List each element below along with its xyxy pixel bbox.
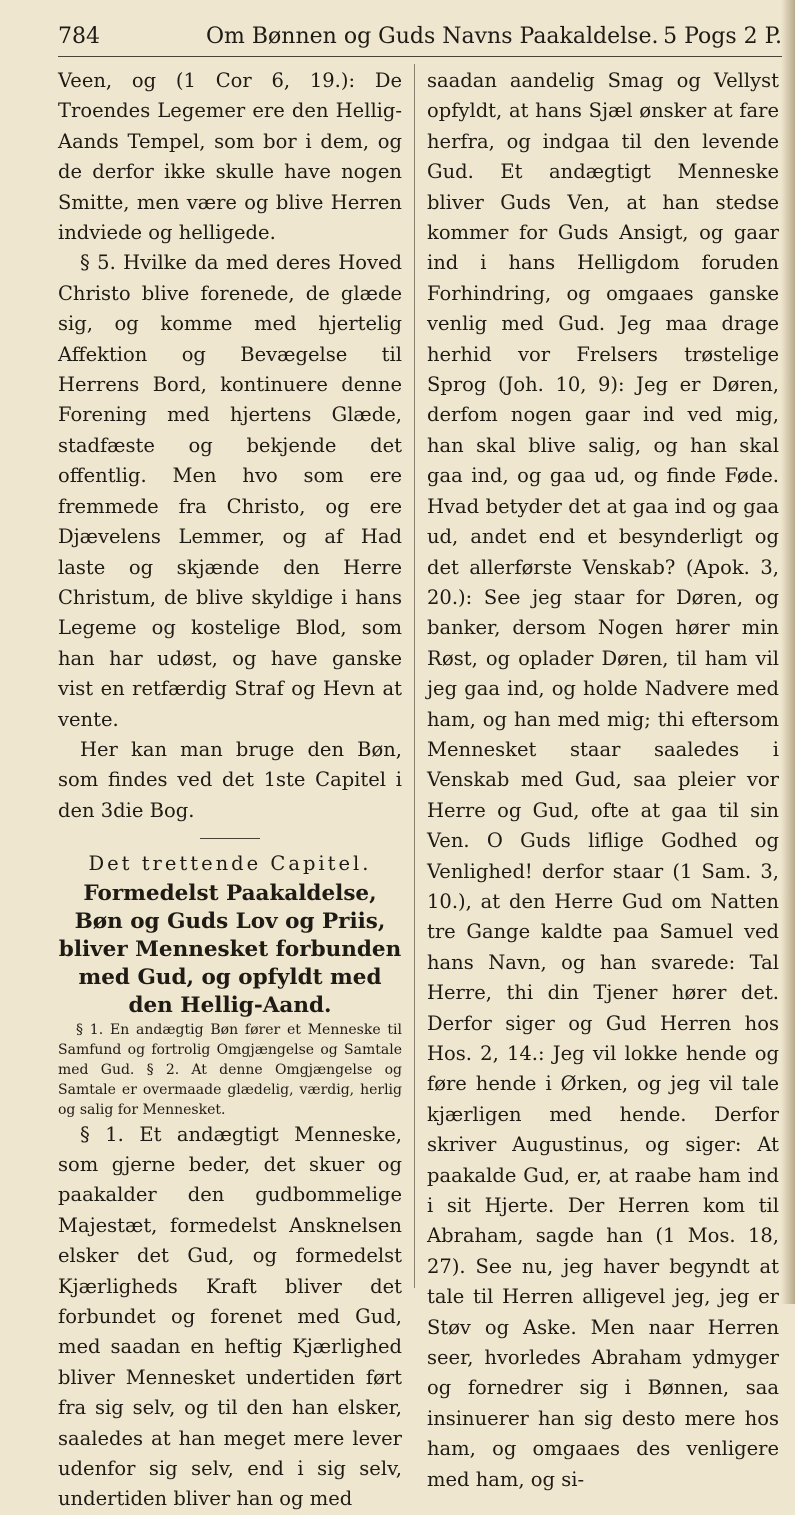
paragraph: Veen, og (1 Cor 6, 19.): De Troendes Legemer ere den Hellig-Aands Tempel, som bor i dem, og de derfor ikke skulle have nogen Smitte, men være og blive Herren indviede og helligede. bbox=[58, 69, 402, 245]
paragraph: Her kan man bruge den Bøn, som findes ved det 1ste Capitel i den 3die Bog. bbox=[58, 737, 402, 822]
section-divider bbox=[200, 838, 260, 839]
chapter-summary: § 1. En andægtig Bøn fører et Menneske til Samfund og fortrolig Omgjængelse og Samtale med Gud. § 2. At denne Omgjængelse og Samtale er overmaade glædelig, værdig, herlig og salig for Mennesket. bbox=[58, 1021, 402, 1118]
signature-mark: 5 Pogs 2 P. bbox=[663, 24, 782, 49]
chapter-title: Formedelst Paakaldelse, Bøn og Guds Lov og Priis, bliver Mennesket forbunden med Gud, og opfyldt med den Hellig-Aand. bbox=[58, 880, 402, 1018]
paragraph: § 1. Et andægtigt Menneske, som gjerne beder, det skuer og paakalder den gudbommelige Majestæt, formedelst Ansknelsen elsker det Gud, og formedelst Kjærligheds Kraft bliver det forbundet og forenet med Gud, med saadan en heftig Kjærlighed bliver Mennesket undertiden ført fra sig selv, og til den han elsker, saaledes at han meget mere lever udenfor sig selv, end i sig selv, undertiden bliver han og med bbox=[58, 1122, 402, 1511]
page-number: 784 bbox=[58, 24, 100, 49]
running-title: Om Bønnen og Guds Navns Paakaldelse. bbox=[206, 24, 659, 49]
left-column bbox=[58, 66, 402, 1511]
header-rule bbox=[58, 56, 782, 57]
running-header bbox=[58, 20, 782, 54]
paragraph: § 5. Hvilke da med deres Hoved Christo blive forenede, de glæde sig, og komme med hjertelig Affektion og Bevægelse til Herrens Bord, kontinuere denne Forening med hjertens Glæde, stadfæste og bekjende det offentlig. Men hvo som ere fremmede fra Christo, og ere Djævelens Lemmer, og af Had laste og skjænde den Herre Christum, de blive skyldige i hans Legeme og kostelige Blod, som han har udøst, og have ganske vist en retfærdig Straf og Hevn at vente. bbox=[58, 251, 402, 731]
right-column bbox=[427, 66, 779, 1491]
column-separator bbox=[414, 64, 415, 1288]
paragraph: saadan aandelig Smag og Vellyst opfyldt, at hans Sjæl ønsker at fare herfra, og indgaa til den levende Gud. Et andægtigt Menneske bliver Guds Ven, at han stedse kommer for Guds Ansigt, og gaar ind i hans Helligdom foruden Forhindring, og omgaaes ganske venlig med Gud. Jeg maa drage herhid vor Frelsers trøstelige Sprog (Joh. 10, 9): Jeg er Døren, derfom nogen gaar ind ved mig, han skal blive salig, og han skal gaa ind, og gaa ud, og finde Føde. Hvad betyder det at gaa ind og gaa ud, andet end et besynderligt og det allerførste Venskab? (Apok. 3, 20.): See jeg staar for Døren, og banker, dersom Nogen hører min Røst, og oplader Døren, til ham vil jeg gaa ind, og holde Nadvere med ham, og han med mig; thi eftersom Mennesket staar saaledes i Venskab med Gud, saa pleier vor Herre og Gud, ofte at gaa til sin Ven. O Guds liflige Godhed og Venlighed! derfor staar (1 Sam. 3, 10.), at den Herre Gud om Natten tre Gange kaldte paa Samuel ved hans Navn, og han svarede: Tal Herre, thi din Tjener hører det. Derfor siger og Gud Herren hos Hos. 2, 14.: Jeg vil lokke hende og føre hende i Ørken, og jeg vil tale kjærligen med hende. Derfor skriver Augustinus, og siger: At paakalde Gud, er, at raabe ham ind i sit Hjerte. Der Herren kom til Abraham, sagde han (1 Mos. 18, 27). See nu, jeg haver begyndt at tale til Herren alligevel jeg, jeg er Støv og Aske. Men naar Herren seer, hvorledes Abraham ydmyger og fornedrer sig i Bønnen, saa insinuerer han sig desto mere hos ham, og omgaaes des venligere med ham, og si- bbox=[427, 69, 779, 1491]
chapter-heading: Det trettende Capitel. bbox=[88, 852, 372, 876]
page-spine-shadow bbox=[781, 0, 795, 1304]
